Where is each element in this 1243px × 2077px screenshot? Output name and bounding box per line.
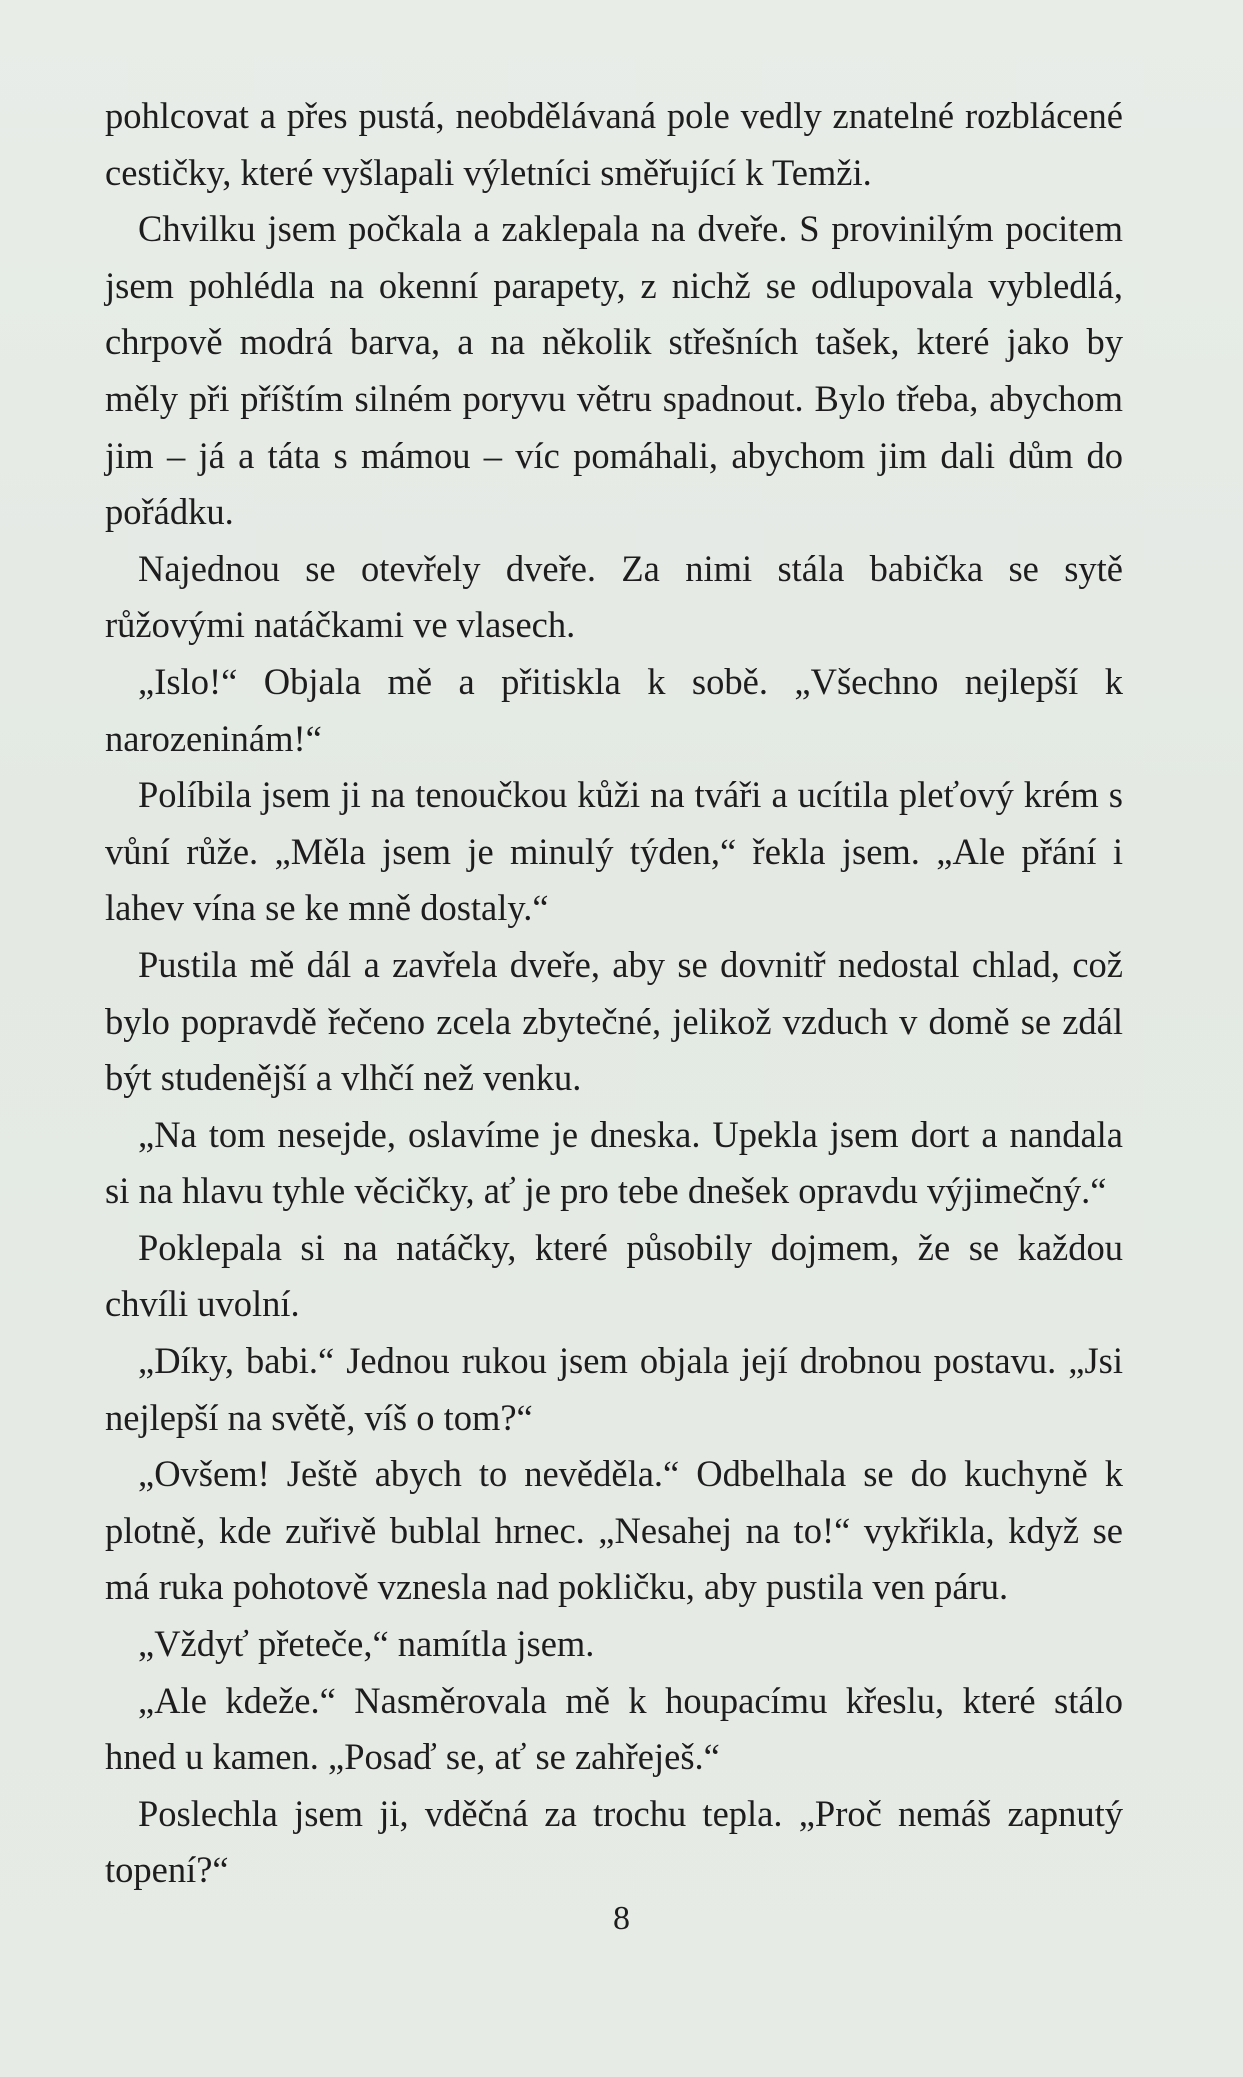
paragraph: Políbila jsem ji na tenoučkou kůži na tváři a ucítila pleťový krém s vůní růže. „Měla jsem je minulý týden,“ řekla jsem. „Ale přání i lahev vína se ke mně dostaly.“ (105, 774, 1123, 929)
paragraph: Poklepala si na natáčky, které působily dojmem, že se každou chvíli uvolní. (105, 1226, 1123, 1325)
paragraph: Pustila mě dál a zavřela dveře, aby se dovnitř nedostal chlad, což bylo popravdě řečeno zcela zbytečné, jelikož vzduch v domě se zdál být studenější a vlhčí než venku. (105, 943, 1123, 1099)
paragraph: „Na tom nesejde, oslavíme je dneska. Upekla jsem dort a nandala si na hlavu tyhle věcičky, ať je pro tebe dnešek opravdu výjimečný.“ (105, 1113, 1123, 1212)
page-number: 8 (613, 1900, 630, 1937)
paragraph: „Vždyť přeteče,“ namítla jsem. (138, 1623, 595, 1665)
paragraph: „Islo!“ Objala mě a přitiskla k sobě. „Všechno nejlepší k narozeninám!“ (105, 660, 1123, 759)
paragraph: „Ale kdeže.“ Nasměrovala mě k houpacímu křeslu, které stálo hned u kamen. „Posaď se, ať se zahřeješ.“ (105, 1679, 1123, 1778)
paragraph: Poslechla jsem ji, vděčná za trochu tepla. „Proč nemáš zapnutý topení?“ (105, 1792, 1123, 1891)
body-text (105, 88, 1123, 1899)
paragraph: Chvilku jsem počkala a zaklepala na dveře. S provinilým pocitem jsem pohlédla na okenní parapety, z nichž se odlupovala vybledlá, chrpově modrá barva, a na několik střešních tašek, které jako by měly při příštím silném poryvu větru spadnout. Bylo třeba, abychom jim – já a táta s mámou – víc pomáhali, abychom jim dali dům do pořádku. (105, 208, 1123, 533)
paragraph: Najednou se otevřely dveře. Za nimi stála babička se sytě růžovými natáčkami ve vlasech. (105, 547, 1123, 646)
paragraph: „Díky, babi.“ Jednou rukou jsem objala její drobnou postavu. „Jsi nejlepší na světě, víš o tom?“ (105, 1340, 1123, 1438)
paragraph: „Ovšem! Ještě abych to nevěděla.“ Odbelhala se do kuchyně k plotně, kde zuřivě bublal hrnec. „Nesahej na to!“ vykřikla, když se má ruka pohotově vznesla nad pokličku, aby pustila ven páru. (105, 1453, 1123, 1608)
paragraph: pohlcovat a přes pustá, neobdělávaná pole vedly znatelné rozblácené cestičky, které vyšlapali výletníci směřující k Temži. (105, 95, 1123, 193)
